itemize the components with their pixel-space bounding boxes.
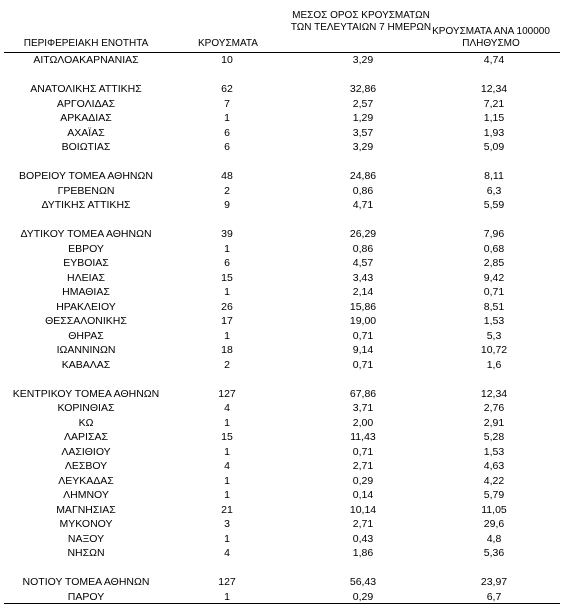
row-cases: 1 [224,532,230,545]
row-avg-7-days: 0,14 [352,489,374,501]
table-row [0,517,564,531]
row-regional-unit: ΛΗΜΝΟΥ [63,489,109,501]
row-regional-unit: ΔΥΤΙΚΟΥ ΤΟΜΕΑ ΑΘΗΝΩΝ [20,228,152,240]
row-cases: 6 [224,257,230,269]
row-avg-7-days: 0,43 [352,532,374,545]
row-cases-per-100k: 8,51 [483,300,505,313]
row-cases-per-100k: 11,05 [481,503,507,516]
row-cases: 3 [224,518,230,530]
row-cases-per-100k: 7,96 [483,228,505,240]
table-row [0,53,564,67]
row-cases-per-100k: 6,3 [486,184,502,197]
row-regional-unit: ΛΑΡΙΣΑΣ [64,431,108,443]
row-avg-7-days: 26,29 [349,228,377,240]
row-cases-per-100k: 8,11 [484,170,504,182]
table-row [0,300,564,314]
row-avg-7-days: 3,29 [352,54,374,66]
row-avg-7-days: 0,71 [352,445,374,458]
row-regional-unit: ΗΡΑΚΛΕΙΟΥ [56,300,116,313]
row-regional-unit: ΑΡΓΟΛΙΔΑΣ [56,97,116,110]
row-regional-unit: ΚΩ [78,416,94,429]
table-bottom-rule [4,603,560,604]
row-avg-7-days: 32,86 [349,83,377,95]
row-regional-unit: ΛΑΣΙΘΙΟΥ [61,445,111,458]
row-regional-unit: ΒΟΡΕΙΟΥ ΤΟΜΕΑ ΑΘΗΝΩΝ [19,170,153,182]
row-cases: 1 [224,286,230,298]
row-regional-unit: ΙΩΑΝΝΙΝΩΝ [56,344,116,356]
table-row [0,242,564,256]
row-regional-unit: ΛΕΣΒΟΥ [64,460,108,472]
table-row [0,169,564,183]
table-row [0,590,564,604]
table-row [0,532,564,546]
row-cases: 15 [221,431,233,443]
row-avg-7-days: 24,86 [349,170,377,182]
table-row [0,430,564,444]
row-cases-per-100k: 4,74 [483,54,505,66]
row-cases-per-100k: 23,97 [480,576,508,588]
row-avg-7-days: 0,29 [352,474,374,487]
row-cases-per-100k: 4,8 [486,532,502,545]
row-regional-unit: ΝΑΞΟΥ [67,532,105,545]
row-avg-7-days: 11,43 [350,431,376,443]
row-regional-unit: ΑΝΑΤΟΛΙΚΗΣ ΑΤΤΙΚΗΣ [30,83,142,95]
row-cases-per-100k: 1,53 [483,445,505,458]
table-row [0,256,564,270]
row-cases: 26 [221,300,233,313]
row-avg-7-days: 3,71 [352,402,374,414]
row-cases: 17 [221,315,233,327]
row-cases-per-100k: 4,63 [483,460,505,472]
row-avg-7-days: 15,86 [349,300,377,313]
table-row [0,97,564,111]
table-row [0,329,564,343]
row-avg-7-days: 67,86 [349,387,377,400]
row-cases-per-100k: 5,3 [486,329,502,342]
row-cases: 18 [221,344,233,356]
table-row [0,488,564,502]
row-avg-7-days: 0,86 [352,242,374,255]
row-cases-per-100k: 5,79 [483,489,505,501]
row-regional-unit: ΕΥΒΟΙΑΣ [63,257,109,269]
row-avg-7-days: 1,29 [352,112,374,124]
row-regional-unit: ΗΛΕΙΑΣ [66,271,105,284]
row-regional-unit: ΑΙΤΩΛΟΑΚΑΡΝΑΝΙΑΣ [33,54,139,66]
row-cases-per-100k: 5,36 [483,547,505,559]
row-cases-per-100k: 10,72 [480,344,508,356]
row-cases: 2 [224,358,230,371]
row-cases: 48 [221,170,233,182]
row-avg-7-days: 10,14 [349,503,377,516]
table-row [0,198,564,212]
row-regional-unit: ΚΑΒΑΛΑΣ [61,358,111,371]
row-cases: 127 [218,387,236,400]
table-row [0,575,564,589]
row-avg-7-days: 1,86 [352,547,374,559]
row-regional-unit: ΒΟΙΩΤΙΑΣ [61,141,111,153]
row-avg-7-days: 2,57 [352,97,374,110]
row-cases-per-100k: 6,7 [486,590,502,603]
row-regional-unit: ΚΟΡΙΝΘΙΑΣ [57,402,115,414]
table-row [0,503,564,517]
row-avg-7-days: 3,29 [352,141,374,153]
row-regional-unit: ΗΜΑΘΙΑΣ [62,286,110,298]
table-row [0,271,564,285]
row-cases: 21 [221,503,233,516]
row-avg-7-days: 0,86 [352,184,374,197]
row-avg-7-days: 3,43 [352,271,374,284]
table-row [0,459,564,473]
row-cases: 4 [224,402,230,414]
table-row [0,445,564,459]
row-regional-unit: ΔΥΤΙΚΗΣ ΑΤΤΙΚΗΣ [41,199,131,211]
row-cases: 9 [224,199,230,211]
row-cases: 4 [224,460,230,472]
row-cases: 4 [224,547,230,559]
table-row [0,474,564,488]
row-cases: 1 [224,474,230,487]
row-avg-7-days: 2,71 [352,518,374,530]
row-cases: 1 [224,112,230,124]
row-cases: 127 [218,576,236,588]
row-cases: 7 [224,97,230,110]
row-avg-7-days: 19,00 [349,315,377,327]
row-cases-per-100k: 0,68 [483,242,505,255]
row-regional-unit: ΝΟΤΙΟΥ ΤΟΜΕΑ ΑΘΗΝΩΝ [22,576,150,588]
row-regional-unit: ΑΡΚΑΔΙΑΣ [60,112,112,124]
row-cases-per-100k: 9,42 [483,271,505,284]
row-cases-per-100k: 1,6 [486,358,502,371]
header-regional-unit: ΠΕΡΙΦΕΡΕΙΑΚΗ ΕΝΟΤΗΤΑ [23,38,149,49]
row-regional-unit: ΘΕΣΣΑΛΟΝΙΚΗΣ [45,315,127,327]
table-row [0,140,564,154]
header-cases: ΚΡΟΥΣΜΑΤΑ [198,38,258,49]
row-cases-per-100k: 1,93 [483,126,505,139]
header-cases-per-100k: ΚΡΟΥΣΜΑΤΑ ΑΝΑ 100000 ΠΛΗΘΥΣΜΟ [432,26,550,49]
table-row [0,184,564,198]
row-regional-unit: ΘΗΡΑΣ [68,329,104,342]
row-regional-unit: ΑΧΑΪΑΣ [67,126,105,139]
row-avg-7-days: 9,14 [352,344,374,356]
row-avg-7-days: 56,43 [349,576,377,588]
table-row [0,416,564,430]
table-row [0,358,564,372]
row-avg-7-days: 0,29 [352,590,374,603]
table-row [0,387,564,401]
row-cases: 1 [224,242,230,255]
row-avg-7-days: 3,57 [352,126,374,139]
table-row [0,343,564,357]
row-cases: 1 [224,445,230,458]
table-row [0,285,564,299]
row-regional-unit: ΝΗΣΩΝ [67,547,105,559]
row-avg-7-days: 4,71 [352,199,374,211]
row-cases-per-100k: 2,85 [483,257,505,269]
row-cases: 1 [224,416,230,429]
table-row [0,546,564,560]
row-cases: 1 [224,590,230,603]
row-cases: 2 [224,184,230,197]
table-row [0,111,564,125]
row-cases: 6 [224,141,230,153]
row-avg-7-days: 0,71 [352,358,374,371]
row-cases: 1 [224,489,230,501]
row-cases-per-100k: 5,59 [483,199,505,211]
row-cases: 1 [224,329,230,342]
row-avg-7-days: 2,00 [352,416,374,429]
table-row [0,401,564,415]
row-cases-per-100k: 1,53 [483,315,505,327]
row-cases-per-100k: 12,34 [480,83,508,95]
row-cases-per-100k: 5,28 [483,431,505,443]
row-avg-7-days: 4,57 [352,257,374,269]
row-cases-per-100k: 7,21 [483,97,505,110]
row-regional-unit: ΜΥΚΟΝΟΥ [59,518,113,530]
row-cases: 62 [221,83,233,95]
row-cases-per-100k: 1,15 [483,112,505,124]
row-cases-per-100k: 29,6 [483,518,505,530]
row-cases-per-100k: 0,71 [483,286,505,298]
row-regional-unit: ΓΡΕΒΕΝΩΝ [57,184,115,197]
row-cases: 10 [221,54,233,66]
row-regional-unit: ΕΒΡΟΥ [68,242,104,255]
row-cases: 39 [221,228,233,240]
row-avg-7-days: 2,14 [352,286,374,298]
row-regional-unit: ΜΑΓΝΗΣΙΑΣ [56,503,116,516]
row-cases-per-100k: 12,34 [480,387,508,400]
row-cases-per-100k: 2,91 [483,416,505,429]
table-row [0,227,564,241]
row-avg-7-days: 0,71 [352,329,374,342]
row-cases: 6 [224,126,230,139]
row-regional-unit: ΚΕΝΤΡΙΚΟΥ ΤΟΜΕΑ ΑΘΗΝΩΝ [12,387,160,400]
table-row [0,126,564,140]
row-cases: 15 [221,271,233,284]
table-row [0,314,564,328]
table-row [0,82,564,96]
row-cases-per-100k: 4,22 [483,474,505,487]
row-regional-unit: ΠΑΡΟΥ [67,590,105,603]
header-avg-7-days: ΜΕΣΟΣ ΟΡΟΣ ΚΡΟΥΣΜΑΤΩΝ ΤΩΝ ΤΕΛΕΥΤΑΙΩΝ 7 ΗΜΕΡΩΝ [290,10,432,33]
row-avg-7-days: 2,71 [352,460,374,472]
row-cases-per-100k: 2,76 [483,402,505,414]
row-regional-unit: ΛΕΥΚΑΔΑΣ [58,474,114,487]
row-cases-per-100k: 5,09 [483,141,505,153]
